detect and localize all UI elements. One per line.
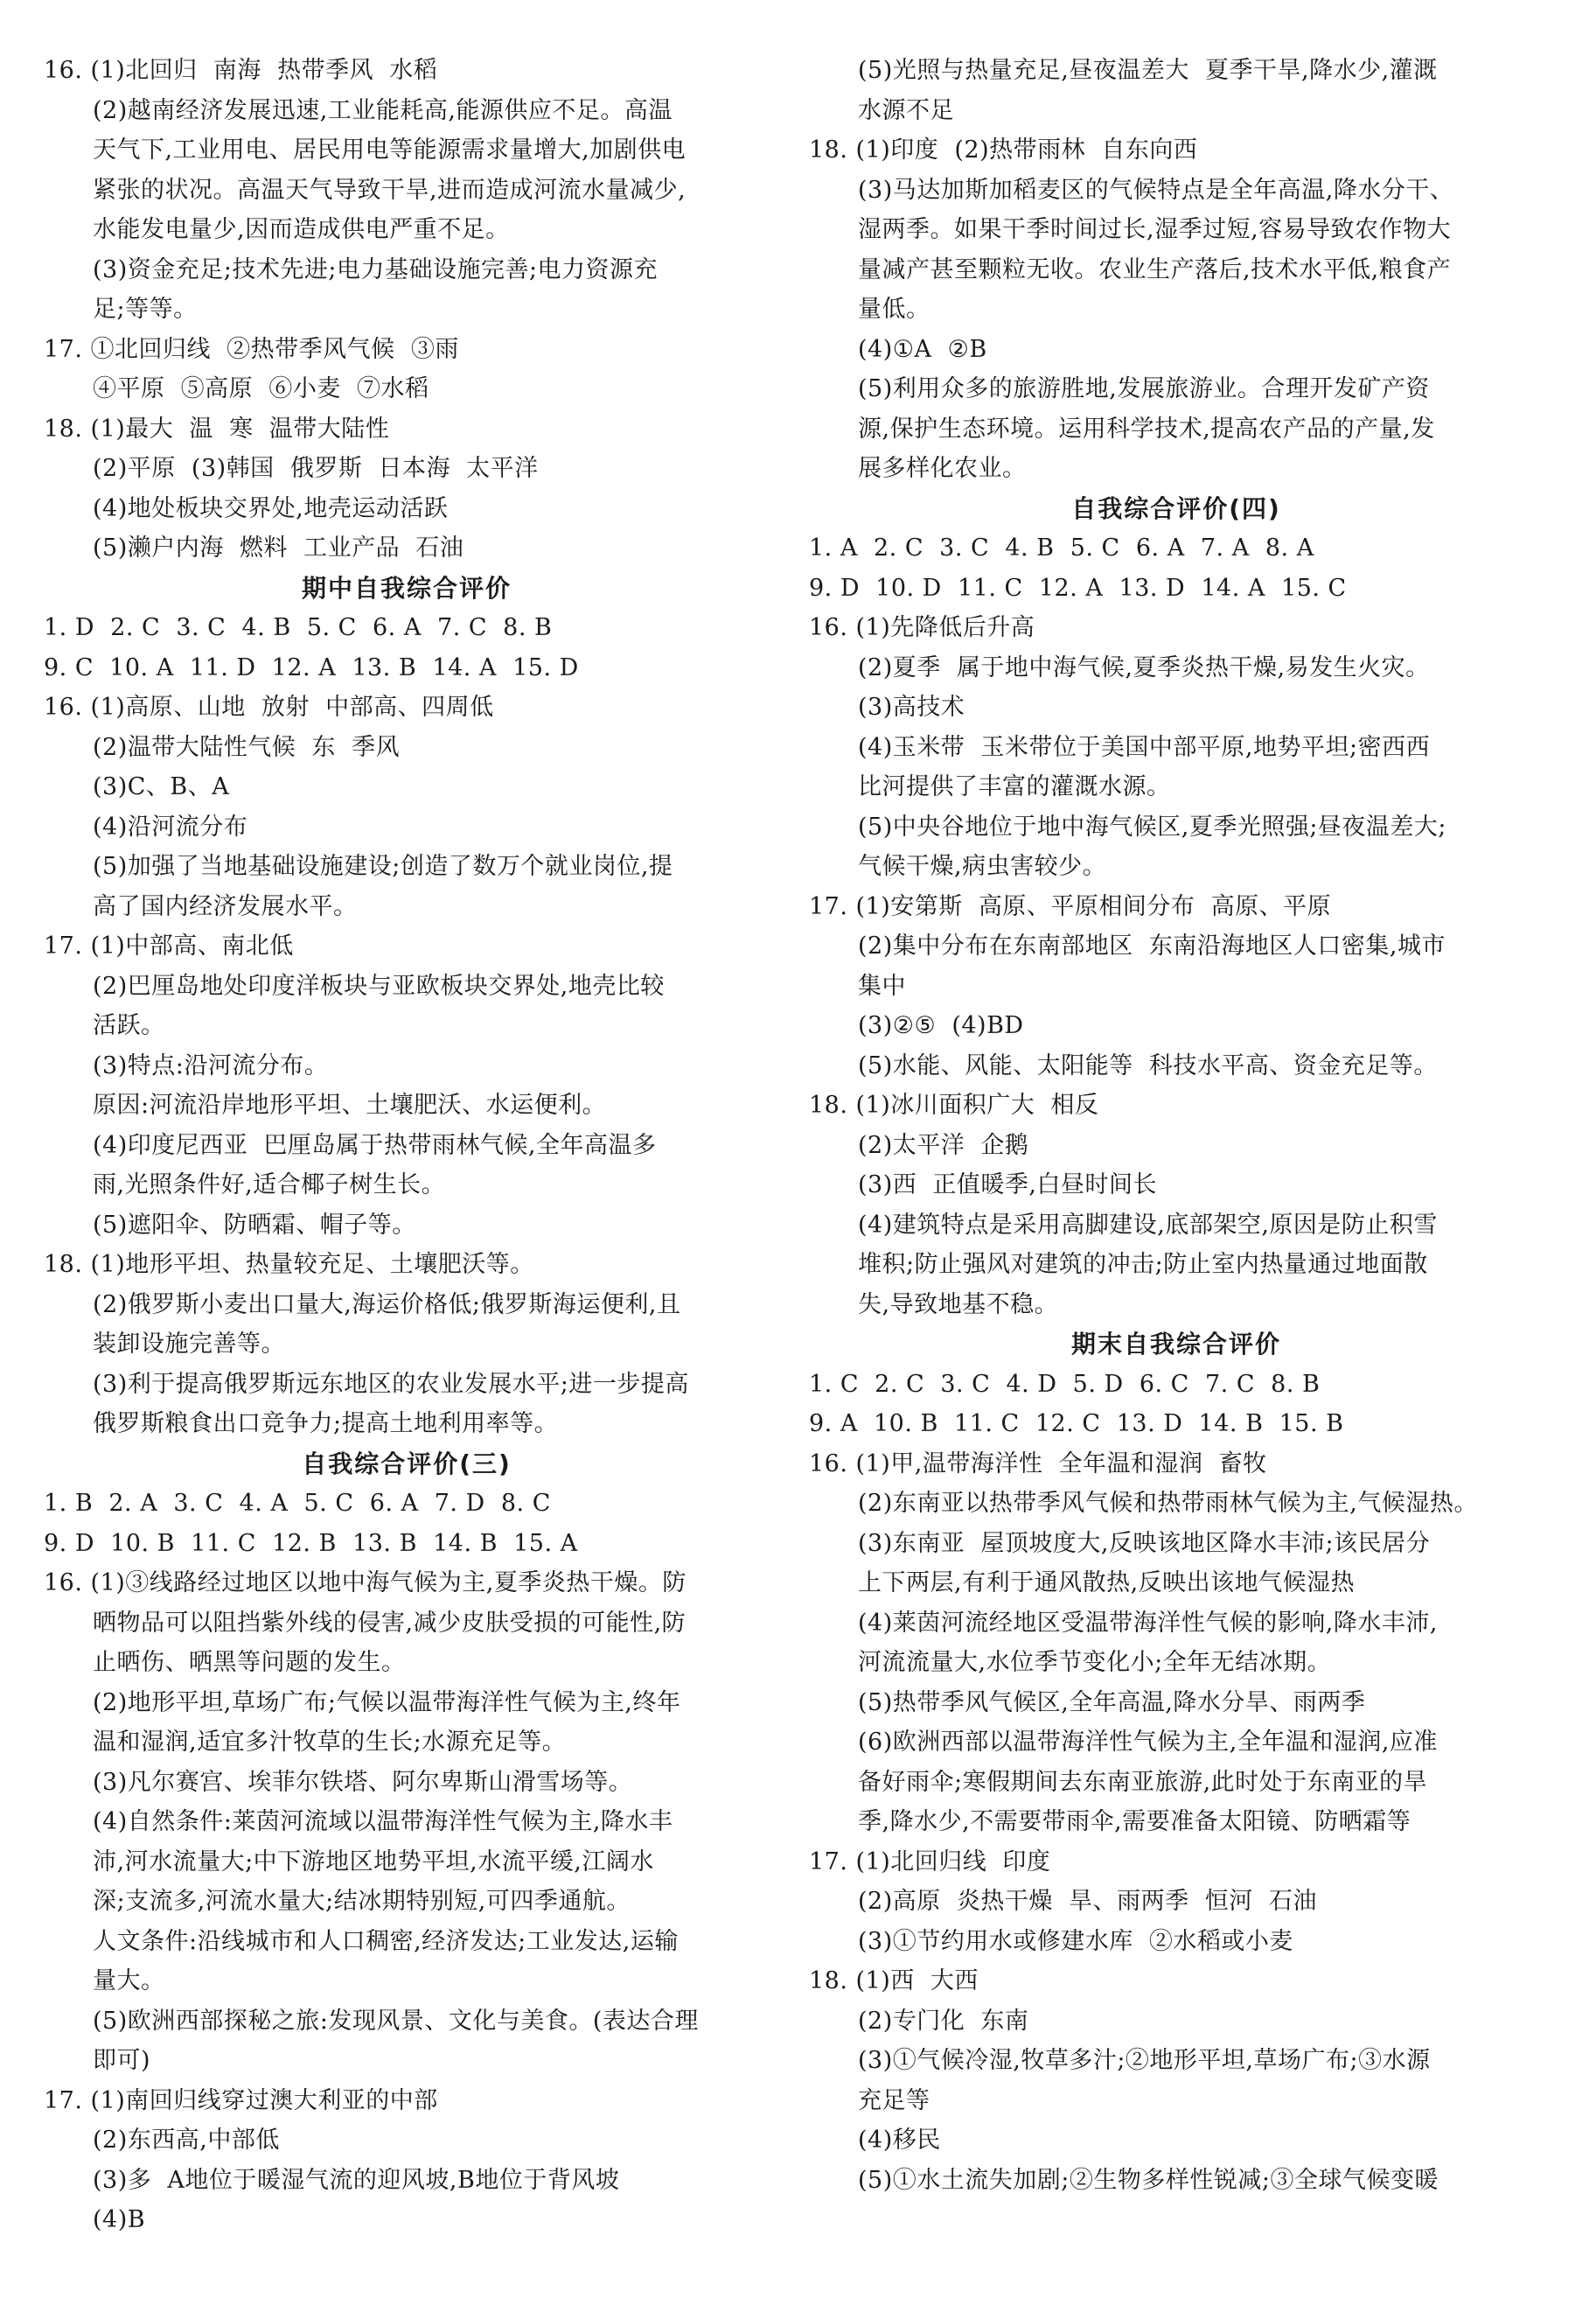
answer-line: 量减产甚至颗粒无收。农业生产落后,技术水平低,粮食产 [858,255,1452,283]
answer-line: 原因:河流沿岸地形平坦、土壤肥沃、水运便利。 [93,1092,607,1119]
answer-line: (4)建筑特点是采用高脚建设,底部架空,原因是防止积雪 [858,1211,1438,1239]
answer-line: 1. B 2. A 3. C 4. A 5. C 6. A 7. D 8. C [44,1490,551,1517]
answer-line: (3)①节约用水或修建水库 ②水稻或小麦 [858,1927,1293,1955]
answer-line: (4)①A ②B [858,335,987,363]
answer-line: 水能发电量少,因而造成供电严重不足。 [93,216,510,243]
answer-line: 气候干燥,病虫害较少。 [858,853,1107,880]
answer-line: 人文条件:沿线城市和人口稠密,经济发达;工业发达,运输 [93,1927,679,1955]
answer-line: (4)自然条件:莱茵河流域以温带海洋性气候为主,降水丰 [93,1808,673,1835]
answer-line: 充足等 [858,2086,930,2114]
answer-line: 水源不足 [858,96,954,124]
answer-line: (2)巴厘岛地处印度洋板块与亚欧板块交界处,地壳比较 [93,972,665,1000]
answer-line: 17. ①北回归线 ②热带季风气候 ③雨 [44,335,459,363]
answer-line: (5)利用众多的旅游胜地,发展旅游业。合理开发矿产资 [858,375,1430,402]
answer-line: 17. (1)北回归线 印度 [809,1847,1051,1875]
answer-line: 展多样化农业。 [858,455,1027,482]
answer-line: (3)多 A地位于暖湿气流的迎风坡,B地位于背风坡 [93,2166,620,2194]
answer-line: (4)玉米带 玉米带位于美国中部平原,地势平坦;密西西 [858,733,1431,761]
answer-line: 足;等等。 [93,296,198,323]
answer-line: 18. (1)最大 温 寒 温带大陆性 [44,415,390,443]
answer-line: (3)利于提高俄罗斯远东地区的农业发展水平;进一步提高 [93,1370,689,1398]
answer-line: 俄罗斯粮食出口竞争力;提高土地利用率等。 [93,1410,559,1437]
answer-line: (3)西 正值暖季,白昼时间长 [858,1171,1157,1198]
answer-line: 高了国内经济发展水平。 [93,892,358,920]
answer-line: 沛,河水流量大;中下游地区地势平坦,水流平缓,江阔水 [93,1847,654,1875]
answer-line: (5)热带季风气候区,全年高温,降水分旱、雨两季 [858,1688,1366,1716]
answer-line: 止晒伤、晒黑等问题的发生。 [93,1649,406,1676]
answer-line: 集中 [858,972,906,1000]
answer-line: (2)太平洋 企鹅 [858,1131,1029,1159]
answer-line: ④平原 ⑤高原 ⑥小麦 ⑦水稻 [93,375,429,402]
section-heading: 期末自我综合评价 [1070,1330,1281,1359]
answer-line: (2)东南亚以热带季风气候和热带雨林气候为主,气候湿热。 [858,1490,1478,1517]
answer-line: (4)莱茵河流经地区受温带海洋性气候的影响,降水丰沛, [858,1609,1438,1637]
answer-line: (3)①气候冷湿,牧草多汁;②地形平坦,草场广布;③水源 [858,2047,1431,2074]
answer-line: (5)①水土流失加剧;②生物多样性锐减;③全球气候变暖 [858,2166,1439,2194]
answer-line: 即可) [93,2047,151,2074]
answer-line: 量低。 [858,296,930,323]
answer-line: 湿两季。如果干季时间过长,湿季过短,容易导致农作物大 [858,216,1452,243]
answer-line: 18. (1)冰川面积广大 相反 [809,1092,1099,1119]
answer-line: (4)印度尼西亚 巴厘岛属于热带雨林气候,全年高温多 [93,1131,657,1159]
answer-line: 活跃。 [93,1012,165,1039]
answer-line: 装卸设施完善等。 [93,1331,285,1358]
answer-line: (3)特点:沿河流分布。 [93,1051,329,1079]
answer-line: 17. (1)中部高、南北低 [44,932,294,960]
answer-line: 晒物品可以阻挡紫外线的侵害,减少皮肤受损的可能性,防 [93,1609,686,1637]
answer-line: 1. D 2. C 3. C 4. B 5. C 6. A 7. C 8. B [44,614,553,641]
answer-line: (2)集中分布在东南部地区 东南沿海地区人口密集,城市 [858,932,1446,960]
answer-line: 量大。 [93,1967,165,1994]
answer-line: 比河提供了丰富的灌溉水源。 [858,773,1171,800]
answer-line: 9. A 10. B 11. C 12. C 13. D 14. B 15. B [809,1410,1344,1437]
answer-line: (3)东南亚 屋顶坡度大,反映该地区降水丰沛;该民居分 [858,1529,1431,1557]
answer-line: (5)中央谷地位于地中海气候区,夏季光照强;昼夜温差大; [858,813,1447,841]
answer-line: 1. C 2. C 3. C 4. D 5. D 6. C 7. C 8. B [809,1370,1321,1398]
answer-line: 失,导致地基不稳。 [858,1290,1059,1318]
answer-line: (5)水能、风能、太阳能等 科技水平高、资金充足等。 [858,1051,1438,1079]
answer-line: 16. (1)先降低后升高 [809,614,1035,641]
answer-line: 紧张的状况。高温天气导致干旱,进而造成河流水量减少, [93,176,686,204]
answer-line: (3)马达加斯加稻麦区的气候特点是全年高温,降水分干、 [858,176,1454,204]
answer-line: (3)资金充足;技术先进;电力基础设施完善;电力资源充 [93,255,659,283]
answer-line: (2)平原 (3)韩国 俄罗斯 日本海 太平洋 [93,455,539,482]
right-column [809,51,1544,2200]
answer-line: 季,降水少,不需要带雨伞,需要准备太阳镜、防晒霜等 [858,1808,1411,1835]
answer-line: 源,保护生态环境。运用科学技术,提高农产品的产量,发 [858,415,1435,443]
answer-line: (5)遮阳伞、防晒霜、帽子等。 [93,1211,416,1239]
answer-line: (6)欧洲西部以温带海洋性气候为主,全年温和湿润,应准 [858,1729,1438,1756]
answer-line: 9. D 10. D 11. C 12. A 13. D 14. A 15. C [809,574,1347,602]
answer-line: 16. (1)高原、山地 放射 中部高、四周低 [44,694,494,721]
left-column [44,51,770,2240]
section-heading: 期中自我综合评价 [301,573,512,603]
answer-line: 天气下,工业用电、居民用电等能源需求量增大,加剧供电 [93,136,686,164]
answer-line: 河流流量大,水位季节变化小;全年无结冰期。 [858,1649,1332,1676]
answer-line: 雨,光照条件好,适合椰子树生长。 [93,1171,446,1198]
answer-line: (4)地处板块交界处,地壳运动活跃 [93,494,449,522]
answer-line: (2)俄罗斯小麦出口量大,海运价格低;俄罗斯海运便利,且 [93,1290,681,1318]
answer-line: 深;支流多,河流水量大;结冰期特别短,可四季通航。 [93,1888,631,1915]
answer-line: (2)地形平坦,草场广布;气候以温带海洋性气候为主,终年 [93,1688,681,1716]
answer-line: 9. C 10. A 11. D 12. A 13. B 14. A 15. D [44,653,579,681]
answer-line: (3)C、B、A [93,773,230,800]
answer-line: (3)凡尔赛宫、埃菲尔铁塔、阿尔卑斯山滑雪场等。 [93,1768,633,1796]
answer-line: 16. (1)③线路经过地区以地中海气候为主,夏季炎热干燥。防 [44,1569,686,1596]
answer-line: 备好雨伞;寒假期间去东南亚旅游,此时处于东南亚的旱 [858,1768,1428,1796]
answer-line: (4)移民 [858,2127,941,2154]
answer-line: 堆积;防止强风对建筑的冲击;防止室内热量通过地面散 [858,1251,1428,1278]
answer-line: (2)夏季 属于地中海气候,夏季炎热干燥,易发生火灾。 [858,653,1430,681]
answer-line: 1. A 2. C 3. C 4. B 5. C 6. A 7. A 8. A [809,534,1314,562]
answer-line: (5)欧洲西部探秘之旅:发现风景、文化与美食。(表达合理 [93,2007,699,2035]
answer-line: (5)光照与热量充足,昼夜温差大 夏季干旱,降水少,灌溉 [858,57,1438,84]
answer-line: (3)②⑤ (4)BD [858,1012,1024,1039]
answer-line: 18. (1)印度 (2)热带雨林 自东向西 [809,136,1198,164]
answer-line: 18. (1)西 大西 [809,1967,979,1994]
section-heading: 自我综合评价(三) [302,1449,512,1478]
answer-line: (2)专门化 东南 [858,2007,1029,2035]
answer-line: 上下两层,有利于通风散热,反映出该地气候湿热 [858,1569,1356,1596]
answer-line: (2)越南经济发展迅速,工业能耗高,能源供应不足。高温 [93,96,673,124]
answer-line: (2)高原 炎热干燥 旱、雨两季 恒河 石油 [858,1888,1317,1915]
answer-line: (3)高技术 [858,694,965,721]
answer-line: (5)加强了当地基础设施建设;创造了数万个就业岗位,提 [93,853,673,880]
answer-line: (5)濑户内海 燃料 工业产品 石油 [93,534,464,562]
answer-line: (4)B [93,2206,146,2233]
answer-line: 16. (1)甲,温带海洋性 全年温和湿润 畜牧 [809,1449,1267,1477]
answer-line: 温和湿润,适宜多汁牧草的生长;水源充足等。 [93,1729,567,1756]
answer-line: 17. (1)南回归线穿过澳大利亚的中部 [44,2086,438,2114]
answer-line: 18. (1)地形平坦、热量较充足、土壤肥沃等。 [44,1251,534,1278]
section-heading: 自我综合评价(四) [1071,493,1281,523]
answer-line: (4)沿河流分布 [93,813,248,841]
answer-line: (2)温带大陆性气候 东 季风 [93,733,401,761]
answer-line: 9. D 10. B 11. C 12. B 13. B 14. B 15. A [44,1529,578,1557]
answer-line: (2)东西高,中部低 [93,2127,280,2154]
answer-line: 17. (1)安第斯 高原、平原相间分布 高原、平原 [809,892,1332,920]
answer-line: 16. (1)北回归 南海 热带季风 水稻 [44,57,438,84]
